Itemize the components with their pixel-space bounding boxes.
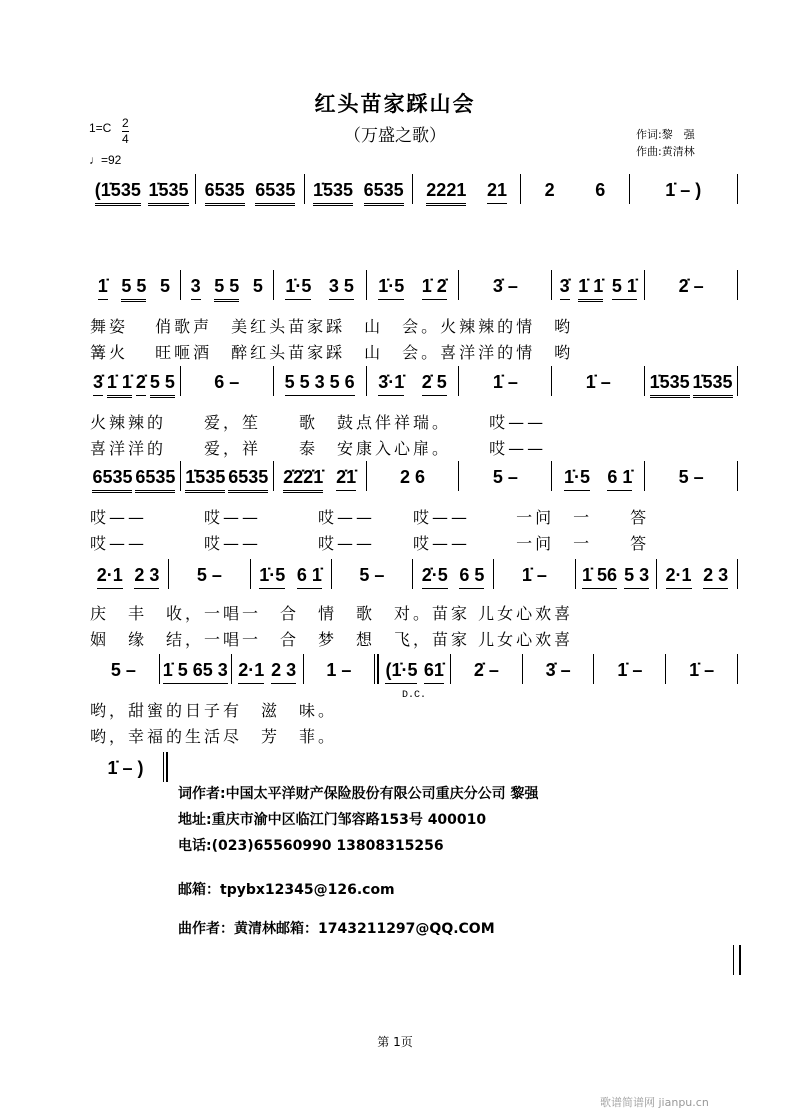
note-group: (1̇·5 — [385, 660, 417, 684]
note-group: 2221 — [426, 180, 466, 206]
measure — [88, 660, 159, 683]
note-group: 1̇535 — [148, 180, 188, 206]
note-group: 6 — [595, 180, 606, 200]
measure — [181, 467, 273, 493]
note-group: 6535 — [255, 180, 295, 206]
note-group: 1̇535 — [693, 372, 733, 398]
note-group: 2̇2̇2̇1̇ — [283, 467, 323, 493]
note-group: 1̇·5 — [564, 467, 590, 491]
note-group: 1̇ 5 6 — [163, 660, 203, 684]
score-row — [88, 276, 738, 302]
time-top: 2 — [122, 116, 129, 130]
measure — [451, 660, 522, 683]
measure — [88, 467, 180, 493]
measure — [196, 180, 303, 206]
note-group: 5 5 — [121, 276, 146, 302]
note-group: 5 1̇ — [612, 276, 637, 300]
note-group: 5 – — [359, 565, 385, 585]
composer-info: 曲作者：黄清林邮箱：1743211297@QQ.COM — [178, 921, 495, 937]
measure — [305, 180, 412, 206]
credits — [636, 126, 695, 160]
measure — [645, 276, 737, 299]
measure — [332, 565, 412, 588]
note-group: 2 6 — [399, 467, 426, 487]
measure — [169, 565, 249, 588]
note-group: 5 – — [678, 467, 704, 487]
measure — [232, 660, 303, 684]
note-group: 2̇1̇ — [336, 467, 356, 491]
measure — [552, 276, 644, 302]
note-group: 6535 — [364, 180, 404, 206]
note-group: 2 3 — [271, 660, 296, 684]
score-row — [88, 758, 168, 784]
note-group: 21 — [487, 180, 507, 204]
lyricist-info: 词作者:中国太平洋财产保险股份有限公司重庆分公司 黎强 — [178, 786, 539, 802]
lyric-line-verse-2: 哎—— 哎—— 哎—— 哎—— 一问 一 答 — [90, 534, 650, 553]
measure — [521, 180, 628, 203]
barline — [737, 366, 738, 396]
time-signature — [122, 116, 129, 147]
time-bottom: 4 — [122, 132, 129, 146]
measure — [274, 467, 366, 493]
note-group: 2̇·5 — [422, 565, 448, 589]
measure — [181, 276, 273, 302]
barline — [163, 752, 168, 782]
barline — [737, 174, 738, 204]
lyric-line-verse-1: 火辣辣的 爱，笙 歌 鼓点伴祥瑞。 哎—— — [90, 413, 547, 432]
measure — [367, 467, 459, 490]
note-group: 5 5 3 5 6 — [285, 372, 355, 396]
measure — [274, 372, 366, 396]
note-group: 6535 — [135, 467, 175, 493]
note-group: 6 1̇ — [607, 467, 632, 491]
composer-credit: 作曲:黄清林 — [636, 145, 695, 158]
address-info: 地址:重庆市渝中区临江门邹容路153号 400010 — [178, 812, 487, 828]
note-group: 5 — [160, 276, 171, 296]
note-group: 5 – — [492, 467, 518, 487]
note-group: 3 5 — [329, 276, 354, 300]
note-group: 5 — [252, 276, 263, 296]
note-group: 2 3 — [703, 565, 728, 589]
measure — [88, 372, 180, 398]
measure — [88, 758, 163, 781]
note-group: 2·1 — [97, 565, 123, 589]
measure — [251, 565, 331, 589]
tempo-marking: ♩=92 — [89, 153, 122, 167]
note-group: 5 5 — [150, 372, 175, 398]
lyric-line-verse-1: 庆 丰 收，一唱一 合 情 歌 对。苗家 儿女心欢喜 — [90, 604, 574, 623]
lyricist-credit: 作词:黎 强 — [636, 128, 695, 141]
measure — [523, 660, 594, 683]
measure — [413, 565, 493, 589]
note-group: 2̇ – — [473, 660, 499, 680]
score-row — [88, 660, 738, 686]
measure — [552, 467, 644, 491]
measure — [645, 372, 737, 398]
note-group: 1̇ 2̇ — [422, 276, 447, 300]
lyric-line-verse-2: 姻 缘 结，一唱一 合 梦 想 飞，苗家 儿女心欢喜 — [90, 630, 574, 649]
note-group: 1̇ – — [521, 565, 547, 585]
score-row — [88, 180, 738, 206]
lyric-line-verse-2: 哟，幸福的生活尽 芳 菲。 — [90, 727, 338, 746]
note-group: 2̇ 5 — [422, 372, 447, 396]
note-group: 5 – — [196, 565, 222, 585]
measure — [88, 180, 195, 206]
measure — [274, 276, 366, 300]
phone-info: 电话:(023)65560990 13808315256 — [178, 838, 444, 854]
barline — [737, 270, 738, 300]
measure — [657, 565, 737, 589]
note-group: 5 5 — [214, 276, 239, 302]
measure — [630, 180, 737, 203]
note-group: 3̇ – — [492, 276, 518, 296]
note-group: 3̇ – — [545, 660, 571, 680]
note-group: 3 — [191, 276, 201, 300]
measure — [645, 467, 737, 490]
note-group: 6 – — [214, 372, 240, 392]
note-group: 1̇ 1̇ — [107, 372, 132, 398]
measure — [379, 660, 450, 684]
note-group: 1 – — [326, 660, 352, 680]
note-group: 6535 — [205, 180, 245, 206]
note-group: 2 3 — [134, 565, 159, 589]
note-group: 6 5 — [459, 565, 484, 589]
measure — [594, 660, 665, 683]
measure — [367, 372, 459, 396]
note-group: 1̇ – — [617, 660, 643, 680]
measure — [459, 276, 551, 299]
song-title: 红头苗家踩山会 — [314, 92, 476, 116]
email-info: 邮箱：tpybx12345@126.com — [178, 882, 395, 898]
note-group: 1̇ – — [492, 372, 518, 392]
note-group: 5 3 — [624, 565, 649, 589]
measure — [88, 565, 168, 589]
note-group: 3̇ — [560, 276, 570, 300]
measure — [88, 276, 180, 302]
note-group: 2̇ – — [678, 276, 704, 296]
note-group: 5 3 — [203, 660, 228, 684]
note-group: 2·1 — [238, 660, 264, 684]
score-row — [88, 372, 738, 398]
measure — [552, 372, 644, 395]
note-group: (1̇535 — [95, 180, 141, 206]
final-barline — [733, 945, 741, 975]
note-group: 3̇·1̇ — [378, 372, 404, 396]
note-group: 3̇ — [93, 372, 103, 396]
measure — [367, 276, 459, 300]
note-group: 2 — [544, 180, 555, 200]
measure — [459, 467, 551, 490]
measure — [459, 372, 551, 395]
note-group: 1̇·5 — [378, 276, 404, 300]
note-group: 1̇ 1̇ — [578, 276, 603, 302]
measure — [304, 660, 375, 683]
note-group: 1̇ – ) — [665, 180, 702, 200]
page-number: 第 1页 — [377, 1035, 413, 1049]
note-group: 5 – — [110, 660, 136, 680]
key-signature: 1=C — [89, 121, 112, 135]
barline — [737, 559, 738, 589]
measure — [160, 660, 231, 684]
note-group: 6 1̇ — [297, 565, 322, 589]
lyric-line-verse-1: 哟，甜蜜的日子有 滋 味。 — [90, 701, 338, 720]
watermark: 歌谱简谱网 jianpu.cn — [600, 1096, 709, 1109]
note-group: 6535 — [92, 467, 132, 493]
note-group: 1̇535 — [185, 467, 225, 493]
lyric-line-verse-2: 篝火 旺咂酒 醉红头苗家踩 山 会。喜洋洋的情 哟 — [90, 343, 574, 362]
measure — [413, 180, 520, 206]
note-group: 1̇535 — [650, 372, 690, 398]
note-group: 1̇·5 — [259, 565, 285, 589]
measure — [181, 372, 273, 395]
note-group: 1̇ – — [689, 660, 715, 680]
note-group: 1̇ — [98, 276, 108, 300]
note-group: 1̇535 — [313, 180, 353, 206]
note-group: 1̇ – ) — [107, 758, 144, 778]
note-group: 61̇ — [424, 660, 444, 684]
measure — [494, 565, 574, 588]
note-group: 1̇ – — [585, 372, 611, 392]
lyric-line-verse-1: 舞姿 俏歌声 美红头苗家踩 山 会。火辣辣的情 哟 — [90, 317, 574, 336]
lyric-line-verse-2: 喜洋洋的 爱，祥 泰 安康入心扉。 哎—— — [90, 439, 547, 458]
note-group: 2·1 — [666, 565, 692, 589]
barline — [737, 654, 738, 684]
note-group: 1̇·5 — [285, 276, 311, 300]
measure — [576, 565, 656, 589]
measure — [666, 660, 737, 683]
score-row — [88, 565, 738, 591]
score-row — [88, 467, 738, 493]
note-group: 1̇ 56 — [582, 565, 617, 589]
song-subtitle: （万盛之歌） — [344, 126, 446, 146]
da-capo-mark: D.C. — [402, 690, 427, 701]
lyric-line-verse-1: 哎—— 哎—— 哎—— 哎—— 一问 一 答 — [90, 508, 650, 527]
barline — [737, 461, 738, 491]
note-group: 2̇ — [136, 372, 146, 396]
note-group: 6535 — [228, 467, 268, 493]
